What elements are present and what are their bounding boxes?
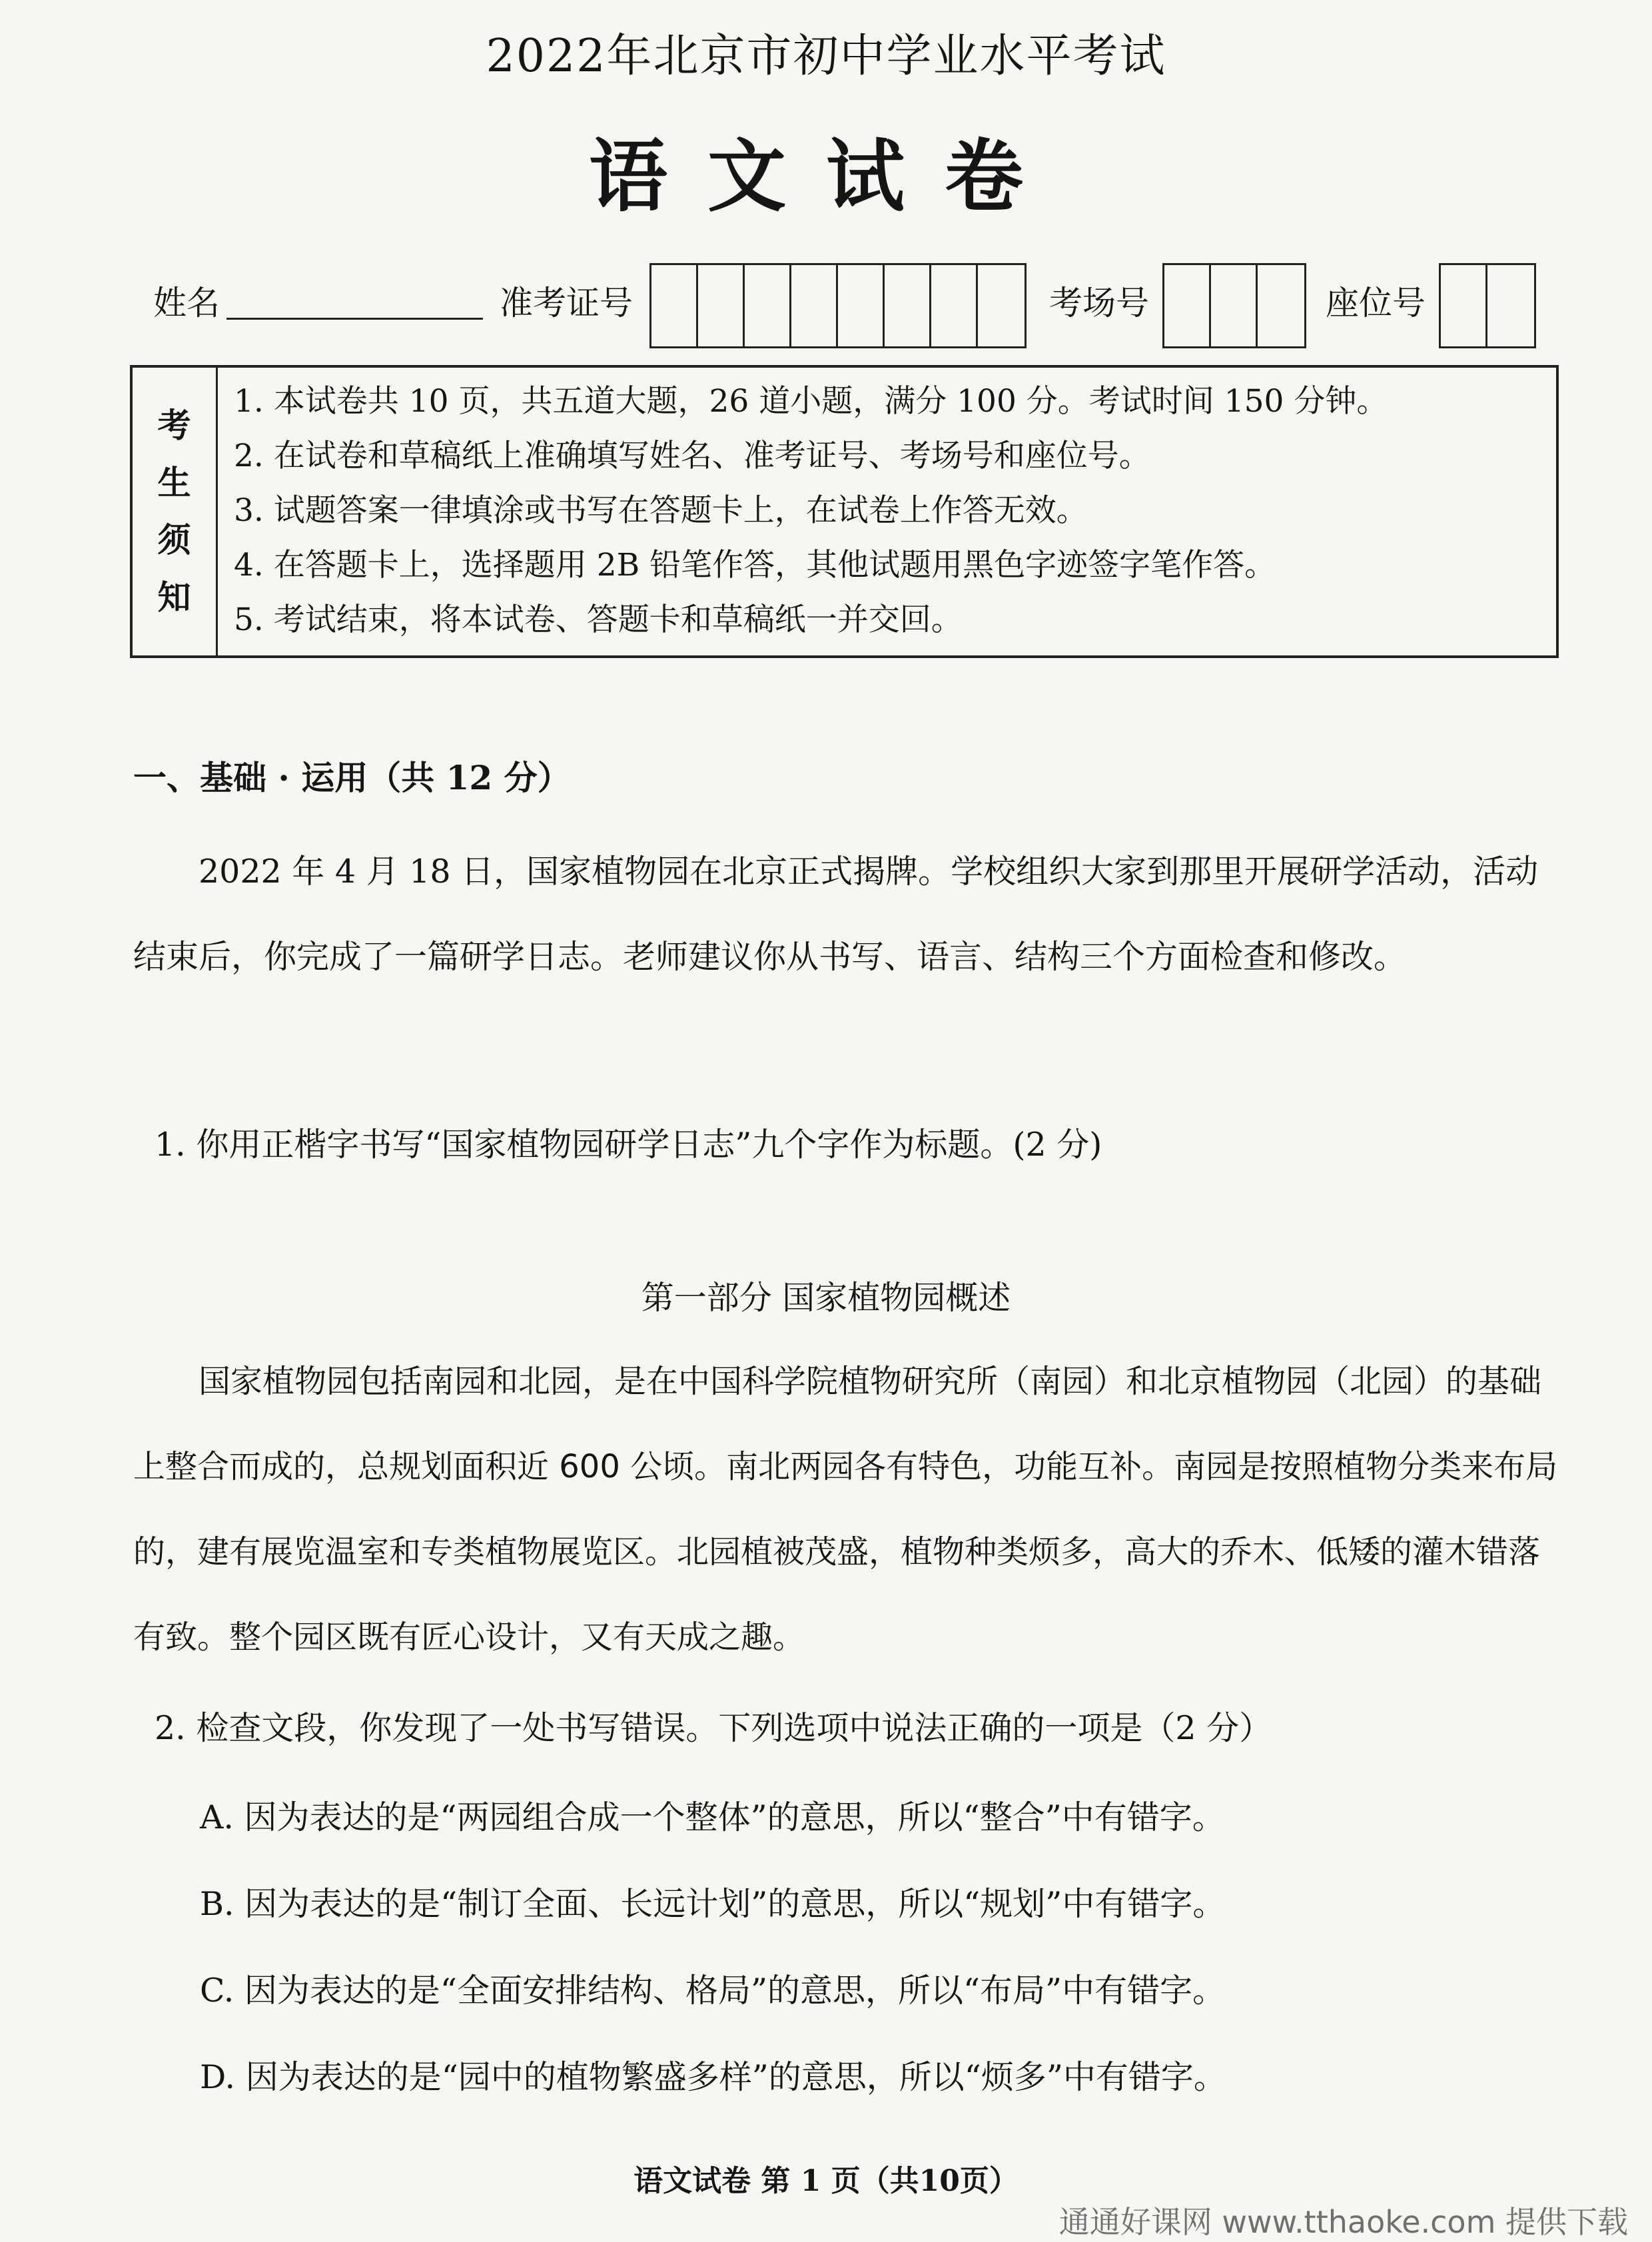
admission-number-boxes[interactable] bbox=[649, 263, 1027, 348]
section-title: 一、基础 · 运用（共 12 分） bbox=[133, 758, 571, 797]
notice-item: 5. 考试结束，将本试卷、答题卡和草稿纸一并交回。 bbox=[234, 601, 963, 638]
option-a: A. 因为表达的是“两园组合成一个整体”的意思，所以“整合”中有错字。 bbox=[200, 1798, 1225, 1836]
page-footer: 语文试卷 第 1 页（共10页） bbox=[633, 2164, 1019, 2198]
option-d: D. 因为表达的是“园中的植物繁盛多样”的意思，所以“烦多”中有错字。 bbox=[200, 2058, 1226, 2096]
seat-number-boxes[interactable] bbox=[1439, 263, 1536, 348]
notice-item: 4. 在答题卡上，选择题用 2B 铅笔作答，其他试题用黑色字迹签字笔作答。 bbox=[234, 547, 1276, 583]
admission-label: 准考证号 bbox=[500, 284, 633, 322]
notice-list bbox=[234, 374, 1388, 647]
exam-title: 2022年北京市初中学业水平考试 bbox=[486, 30, 1166, 83]
notice-item: 1. 本试卷共 10 页，共五道大题，26 道小题，满分 100 分。考试时间 150 分钟。 bbox=[234, 383, 1388, 420]
part-heading: 第一部分 国家植物园概述 bbox=[641, 1279, 1011, 1317]
room-label: 考场号 bbox=[1049, 284, 1149, 322]
watermark-text: 通通好课网 www.tthaoke.com 提供下载 bbox=[1058, 2204, 1628, 2240]
name-field[interactable] bbox=[226, 318, 483, 320]
seat-label: 座位号 bbox=[1326, 284, 1426, 322]
passage-text: 国家植物园包括南园和北园，是在中国科学院植物研究所（南园）和北京植物园（北园）的基础上整合而成的，总规划面积近 600 公顷。南北两园各有特色，功能互补。南园是按照植物分类来布局的，建有展览温室和专类植物展览区。北园植被茂盛，植物种类烦多，高大的乔木、低矮的灌木错落有致。整个园区既有匠心设计，又有天成之趣。 bbox=[133, 1363, 1558, 1656]
option-b: B. 因为表达的是“制订全面、长远计划”的意思，所以“规划”中有错字。 bbox=[200, 1885, 1226, 1923]
room-number-boxes[interactable] bbox=[1162, 263, 1306, 348]
notice-side-label: 考 生 须 知 bbox=[133, 368, 218, 655]
question-2: 2. 检查文段，你发现了一处书写错误。下列选项中说法正确的一项是（2 分） bbox=[155, 1709, 1272, 1747]
candidate-notice-box bbox=[130, 365, 1559, 658]
notice-item: 2. 在试卷和草稿纸上准确填写姓名、准考证号、考场号和座位号。 bbox=[234, 438, 1150, 474]
intro-paragraph: 2022 年 4 月 18 日，国家植物园在北京正式揭牌。学校组织大家到那里开展研学活动，活动结束后，你完成了一篇研学日志。老师建议你从书写、语言、结构三个方面检查和修改。 bbox=[133, 853, 1539, 976]
question-1: 1. 你用正楷字书写“国家植物园研学日志”九个字作为标题。(2 分) bbox=[155, 1126, 1102, 1164]
paper-title: 语文试卷 bbox=[588, 130, 1063, 222]
option-c: C. 因为表达的是“全面安排结构、格局”的意思，所以“布局”中有错字。 bbox=[200, 1972, 1226, 2010]
name-label: 姓名 bbox=[153, 284, 220, 322]
notice-item: 3. 试题答案一律填涂或书写在答题卡上，在试卷上作答无效。 bbox=[234, 492, 1088, 529]
